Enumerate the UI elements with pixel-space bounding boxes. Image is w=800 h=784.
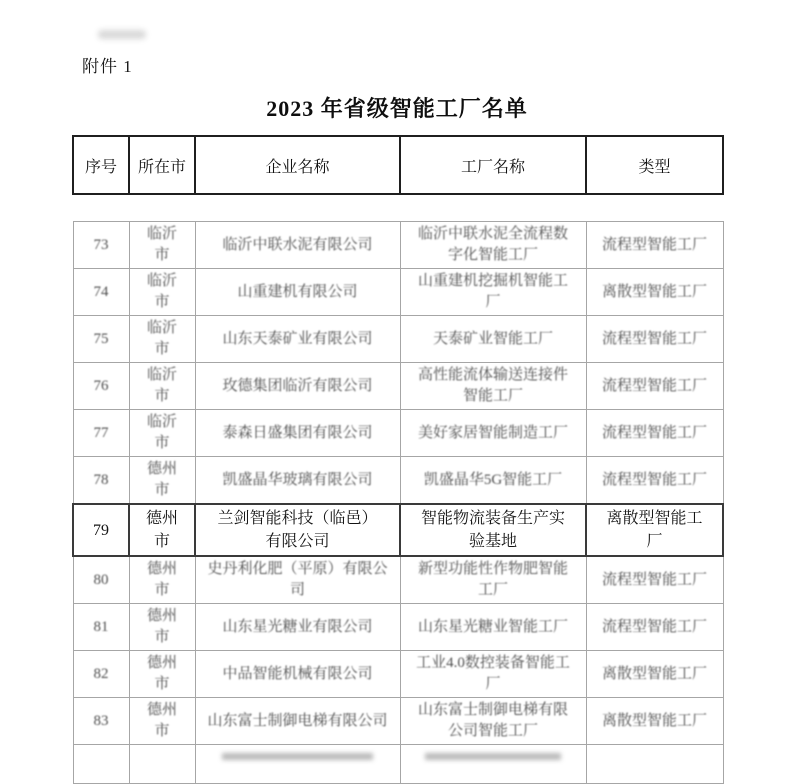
table-row: [73, 316, 723, 363]
cell-city: [129, 651, 195, 698]
cell-type: [586, 556, 723, 604]
cell-no: [73, 604, 129, 651]
cell-factory: [400, 316, 586, 363]
cell-company: [195, 363, 400, 410]
cell-type: [586, 457, 723, 505]
column-header-factory: 工厂名称: [400, 136, 586, 194]
header-table: [72, 135, 724, 195]
cell-text: 流程型智能工厂: [601, 571, 707, 588]
column-header-city: 所在市: [129, 136, 195, 194]
cell-city: [129, 316, 195, 363]
cell-company: [195, 604, 400, 651]
cut-off-text-smudge: [425, 753, 560, 760]
cell-text: 山东富士制御电梯有限公司智能工厂: [417, 702, 568, 739]
cell-no: [73, 222, 129, 269]
cut-off-text-smudge: [222, 753, 373, 760]
table-body-viewport: [72, 221, 726, 739]
cell-text: 流程型智能工厂: [601, 471, 707, 488]
table-row: [73, 222, 723, 269]
table-row-highlighted: [73, 504, 723, 556]
cell-text: 临沂市: [146, 367, 177, 404]
table-row: [73, 410, 723, 457]
cell-company: [195, 556, 400, 604]
body-table: [72, 221, 724, 784]
cell-text: 76: [93, 377, 109, 394]
cell-factory: [400, 745, 586, 784]
cell-company: [195, 222, 400, 269]
cell-text: 山东富士制御电梯有限公司: [207, 712, 388, 729]
cell-factory: [400, 698, 586, 745]
table-row: [73, 651, 723, 698]
cell-type: [586, 269, 723, 316]
cell-no: [73, 556, 129, 604]
cell-text: 流程型智能工厂: [601, 377, 707, 394]
cell-factory: [400, 363, 586, 410]
cell-company: [195, 316, 400, 363]
cell-factory: [400, 651, 586, 698]
cell-text: 德州市: [145, 510, 178, 550]
cell-company: [195, 269, 400, 316]
cell-text: 山东天泰矿业有限公司: [222, 330, 373, 347]
cell-company: [195, 457, 400, 505]
cell-company: [195, 698, 400, 745]
cell-company: [195, 410, 400, 457]
cell-text: 离散型智能工厂: [601, 665, 707, 682]
cell-text: 高性能流体输送连接件智能工厂: [417, 367, 568, 404]
cell-company: [195, 504, 400, 556]
cell-text: 德州市: [146, 655, 177, 692]
cell-text: 德州市: [146, 608, 177, 645]
column-header-type: 类型: [586, 136, 723, 194]
cell-no: [73, 504, 129, 556]
table-row: [73, 604, 723, 651]
cell-text: 山东星光糖业智能工厂: [417, 618, 568, 635]
cell-factory: [400, 604, 586, 651]
scan-artifact: [98, 30, 146, 39]
cell-text: 中品智能机械有限公司: [222, 665, 373, 682]
cell-text: 77: [93, 424, 109, 441]
cell-factory: [400, 504, 586, 556]
table-row: [73, 363, 723, 410]
cell-city: [129, 504, 195, 556]
cell-text: 75: [93, 330, 109, 347]
table-row: [73, 698, 723, 745]
cell-city: [129, 457, 195, 505]
table-body: [73, 222, 723, 784]
cell-text: 81: [93, 618, 109, 635]
cell-no: [73, 698, 129, 745]
table-row: [73, 269, 723, 316]
cell-text: 德州市: [146, 561, 177, 598]
cell-text: 山东星光糖业有限公司: [222, 618, 373, 635]
cell-no: [73, 651, 129, 698]
cell-city: [129, 698, 195, 745]
cell-type: [586, 651, 723, 698]
cell-text: 山重建机挖掘机智能工厂: [417, 273, 568, 310]
cell-text: 德州市: [146, 702, 177, 739]
cell-text: 离散型智能工厂: [606, 510, 703, 550]
cell-text: 山重建机有限公司: [237, 283, 358, 300]
cell-text: 临沂市: [146, 320, 177, 357]
attachment-label: 附件 1: [82, 57, 133, 76]
cell-factory: [400, 457, 586, 505]
cell-text: 美好家居智能制造工厂: [417, 424, 568, 441]
cell-type: [586, 745, 723, 784]
cell-type: [586, 410, 723, 457]
cell-text: 83: [93, 712, 109, 729]
cell-type: [586, 222, 723, 269]
page-title: 2023 年省级智能工厂名单: [266, 96, 528, 121]
cell-no: [73, 410, 129, 457]
cell-factory: [400, 410, 586, 457]
cell-type: [586, 504, 723, 556]
cell-text: 74: [93, 283, 109, 300]
cell-type: [586, 604, 723, 651]
cell-text: 天泰矿业智能工厂: [432, 330, 553, 347]
cell-text: 智能物流装备生产实验基地: [420, 510, 565, 550]
cell-text: 78: [93, 471, 109, 488]
cell-no: [73, 745, 129, 784]
cell-text: 流程型智能工厂: [601, 424, 707, 441]
cell-text: 临沂中联水泥有限公司: [222, 236, 373, 253]
cell-text: 凯盛晶华5G智能工厂: [423, 471, 563, 488]
cell-text: 流程型智能工厂: [601, 618, 707, 635]
cell-company: [195, 651, 400, 698]
cell-text: 泰森日盛集团有限公司: [222, 424, 373, 441]
table-row-cut-off: [73, 745, 723, 784]
cell-text: 流程型智能工厂: [601, 236, 707, 253]
cell-text: 凯盛晶华玻璃有限公司: [222, 471, 373, 488]
cell-text: 兰剑智能科技（临邑）有限公司: [217, 510, 378, 550]
cell-city: [129, 745, 195, 784]
cell-city: [129, 556, 195, 604]
cell-company: [195, 745, 400, 784]
cell-text: 82: [93, 665, 109, 682]
cell-text: 73: [93, 236, 109, 253]
column-header-no: 序号: [73, 136, 129, 194]
cell-city: [129, 410, 195, 457]
cell-no: [73, 457, 129, 505]
cell-city: [129, 604, 195, 651]
cell-text: 临沂中联水泥全流程数字化智能工厂: [417, 226, 568, 263]
cell-type: [586, 316, 723, 363]
cell-city: [129, 269, 195, 316]
table-row: [73, 457, 723, 505]
cell-factory: [400, 222, 586, 269]
cell-city: [129, 363, 195, 410]
cell-factory: [400, 269, 586, 316]
cell-type: [586, 698, 723, 745]
cell-text: 离散型智能工厂: [601, 283, 707, 300]
cell-type: [586, 363, 723, 410]
cell-no: [73, 269, 129, 316]
cell-no: [73, 363, 129, 410]
cell-factory: [400, 556, 586, 604]
cell-text: 离散型智能工厂: [601, 712, 707, 729]
cell-text: 史丹利化肥（平原）有限公司: [207, 561, 388, 598]
cell-text: 玫德集团临沂有限公司: [222, 377, 373, 394]
cell-text: 80: [93, 571, 109, 588]
cell-text: 临沂市: [146, 273, 177, 310]
cell-no: [73, 316, 129, 363]
cell-city: [129, 222, 195, 269]
column-header-company: 企业名称: [195, 136, 400, 194]
table-row: [73, 556, 723, 604]
cell-text: 临沂市: [146, 414, 177, 451]
cell-text: 临沂市: [146, 226, 177, 263]
cell-text: 流程型智能工厂: [601, 330, 707, 347]
cell-text: 工业4.0数控装备智能工厂: [416, 655, 570, 692]
header-row: [73, 136, 723, 194]
cell-text: 79: [93, 521, 109, 539]
cell-text: 新型功能性作物肥智能工厂: [417, 561, 568, 598]
cell-text: 德州市: [146, 461, 177, 498]
